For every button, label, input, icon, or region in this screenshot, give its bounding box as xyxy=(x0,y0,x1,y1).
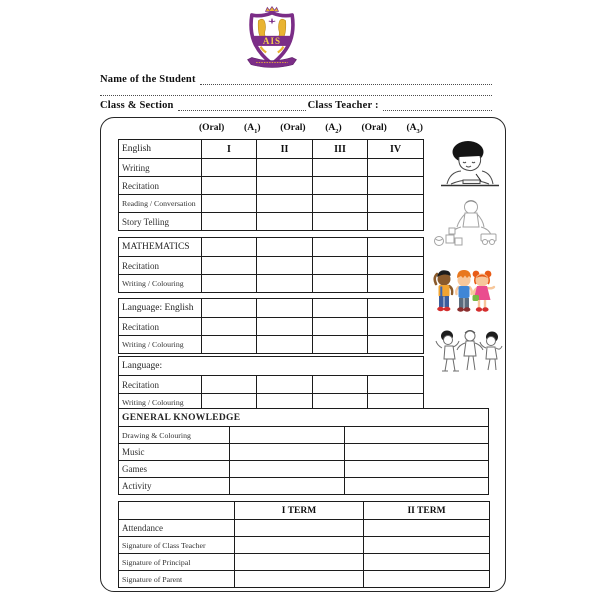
student-name-row xyxy=(100,74,492,85)
table-row xyxy=(119,519,489,536)
table-row xyxy=(119,357,423,375)
student-name-input-line[interactable] xyxy=(200,75,492,85)
language-english-table xyxy=(118,298,424,354)
report-board xyxy=(100,117,506,592)
score-cell[interactable] xyxy=(312,238,367,256)
child-playing-toys-illustration xyxy=(434,198,504,248)
score-cell[interactable] xyxy=(367,376,423,393)
mathematics-table xyxy=(118,237,424,293)
row-label: Writing / Colouring xyxy=(122,279,184,288)
table-row xyxy=(119,140,423,158)
general-knowledge-table xyxy=(118,408,489,495)
assessment-col-label: (Oral) xyxy=(361,123,387,133)
column-header: I xyxy=(201,140,256,158)
score-cell[interactable] xyxy=(312,275,367,292)
score-cell[interactable] xyxy=(256,376,312,393)
assessment-col-label: (Oral) xyxy=(280,123,306,133)
three-children-sketch-illustration xyxy=(434,326,504,384)
table-row xyxy=(119,409,488,426)
child-writing-illustration xyxy=(439,140,501,190)
row-label: Writing xyxy=(122,162,150,173)
class-section-input-line[interactable] xyxy=(178,101,306,111)
kid-waving xyxy=(435,270,452,311)
table-row xyxy=(119,256,423,274)
column-header: III xyxy=(312,140,367,158)
table-row xyxy=(119,317,423,335)
score-cell[interactable] xyxy=(201,299,256,317)
score-cell[interactable] xyxy=(312,318,367,335)
score-cell[interactable] xyxy=(201,336,256,353)
table-row xyxy=(119,570,489,587)
table-row xyxy=(119,443,488,460)
score-cell[interactable] xyxy=(312,376,367,393)
row-label: Attendance xyxy=(122,523,163,533)
assessment-col-label: $(A_3)$ xyxy=(406,123,423,135)
table-row xyxy=(119,158,423,176)
score-cell[interactable] xyxy=(312,213,367,230)
logo-monogram: AIS xyxy=(262,36,282,47)
score-cell[interactable] xyxy=(229,461,344,477)
score-cell[interactable] xyxy=(367,195,423,212)
score-cell[interactable] xyxy=(312,195,367,212)
score-cell[interactable] xyxy=(256,299,312,317)
table-row xyxy=(119,477,488,494)
kid-girl-pigtails xyxy=(473,271,495,312)
score-cell[interactable] xyxy=(234,571,363,587)
score-cell[interactable] xyxy=(234,537,363,553)
table-row xyxy=(119,460,488,477)
row-label: Signature of Principal xyxy=(122,557,191,567)
class-section-label: Class & Section xyxy=(100,100,174,111)
score-cell[interactable] xyxy=(367,159,423,176)
three-children-color-illustration xyxy=(432,264,496,320)
column-header: IV xyxy=(367,140,423,158)
score-cell[interactable] xyxy=(312,299,367,317)
row-label: Recitation xyxy=(122,379,159,390)
score-cell[interactable] xyxy=(312,336,367,353)
student-name-input-line-2[interactable] xyxy=(100,86,492,96)
english-table xyxy=(118,139,424,231)
score-cell[interactable] xyxy=(344,461,488,477)
student-name-label: Name of the Student xyxy=(100,74,196,85)
row-label: Recitation xyxy=(122,321,159,332)
table-title: Language: xyxy=(122,361,163,371)
score-cell[interactable] xyxy=(256,336,312,353)
score-cell[interactable] xyxy=(344,478,488,494)
score-cell[interactable] xyxy=(201,195,256,212)
row-label: Writing / Colouring xyxy=(122,340,184,349)
column-header: II TERM xyxy=(363,502,489,519)
row-label: Reading / Conversation xyxy=(122,199,196,208)
score-cell[interactable] xyxy=(367,213,423,230)
score-cell[interactable] xyxy=(363,554,489,570)
score-cell[interactable] xyxy=(256,177,312,194)
score-cell[interactable] xyxy=(256,159,312,176)
table-title: Language: English xyxy=(122,303,194,313)
assessment-col-label: $(A_1)$ xyxy=(244,123,261,135)
score-cell[interactable] xyxy=(256,213,312,230)
row-label: Recitation xyxy=(122,260,159,271)
score-cell[interactable] xyxy=(367,257,423,274)
score-cell[interactable] xyxy=(201,159,256,176)
score-cell[interactable] xyxy=(256,195,312,212)
row-label: Recitation xyxy=(122,180,159,191)
table-row xyxy=(119,553,489,570)
table-row xyxy=(119,238,423,256)
table-row xyxy=(119,502,489,519)
score-cell[interactable] xyxy=(234,520,363,536)
table-title: MATHEMATICS xyxy=(122,242,190,252)
class-teacher-input-line[interactable] xyxy=(383,101,492,111)
score-cell[interactable] xyxy=(201,275,256,292)
crown-icon xyxy=(266,7,279,12)
assessment-header-row xyxy=(199,123,423,135)
table-row xyxy=(119,426,488,443)
score-cell[interactable] xyxy=(367,177,423,194)
score-cell[interactable] xyxy=(344,444,488,460)
table-row xyxy=(119,335,423,353)
score-cell[interactable] xyxy=(367,238,423,256)
score-cell[interactable] xyxy=(367,318,423,335)
table-row xyxy=(119,299,423,317)
score-cell[interactable] xyxy=(363,571,489,587)
language-table xyxy=(118,356,424,412)
table-row xyxy=(119,536,489,553)
score-cell[interactable] xyxy=(229,444,344,460)
score-cell[interactable] xyxy=(367,275,423,292)
table-row xyxy=(119,212,423,230)
score-cell[interactable] xyxy=(229,427,344,443)
assessment-col-label: (Oral) xyxy=(199,123,225,133)
school-crest-logo xyxy=(236,4,308,72)
score-cell[interactable] xyxy=(312,257,367,274)
row-label: Signature of Class Teacher xyxy=(122,540,206,550)
score-cell[interactable] xyxy=(256,238,312,256)
row-label: Story Telling xyxy=(122,216,169,227)
score-cell[interactable] xyxy=(312,177,367,194)
table-row xyxy=(119,176,423,194)
row-label: Drawing & Colouring xyxy=(122,430,191,440)
row-label: Signature of Parent xyxy=(122,574,183,584)
row-label: Activity xyxy=(122,481,152,491)
class-teacher-label: Class Teacher : xyxy=(307,100,379,111)
table-row xyxy=(119,194,423,212)
kid-orange-hair xyxy=(456,270,472,312)
row-label: Music xyxy=(122,447,145,457)
fleur-bar xyxy=(269,21,275,22)
score-cell[interactable] xyxy=(256,275,312,292)
row-label: Writing / Colouring xyxy=(122,398,184,407)
table-title: GENERAL KNOWLEDGE xyxy=(122,412,241,423)
row-label: Games xyxy=(122,464,147,474)
term-summary-table xyxy=(118,501,490,588)
score-cell[interactable] xyxy=(201,376,256,393)
score-cell[interactable] xyxy=(201,257,256,274)
score-cell[interactable] xyxy=(234,554,363,570)
score-cell[interactable] xyxy=(367,299,423,317)
score-cell[interactable] xyxy=(363,537,489,553)
score-cell[interactable] xyxy=(256,257,312,274)
score-cell[interactable] xyxy=(367,336,423,353)
score-cell[interactable] xyxy=(201,318,256,335)
column-header: II xyxy=(256,140,312,158)
table-title: English xyxy=(122,144,152,154)
assessment-col-label: $(A_2)$ xyxy=(325,123,342,135)
column-header: I TERM xyxy=(234,502,363,519)
score-cell[interactable] xyxy=(201,238,256,256)
table-row xyxy=(119,274,423,292)
score-cell[interactable] xyxy=(312,159,367,176)
table-title xyxy=(119,502,234,519)
score-cell[interactable] xyxy=(201,213,256,230)
score-cell[interactable] xyxy=(344,427,488,443)
score-cell[interactable] xyxy=(256,318,312,335)
score-cell[interactable] xyxy=(201,177,256,194)
score-cell[interactable] xyxy=(363,520,489,536)
class-teacher-row xyxy=(100,100,492,111)
table-row xyxy=(119,375,423,393)
score-cell[interactable] xyxy=(229,478,344,494)
